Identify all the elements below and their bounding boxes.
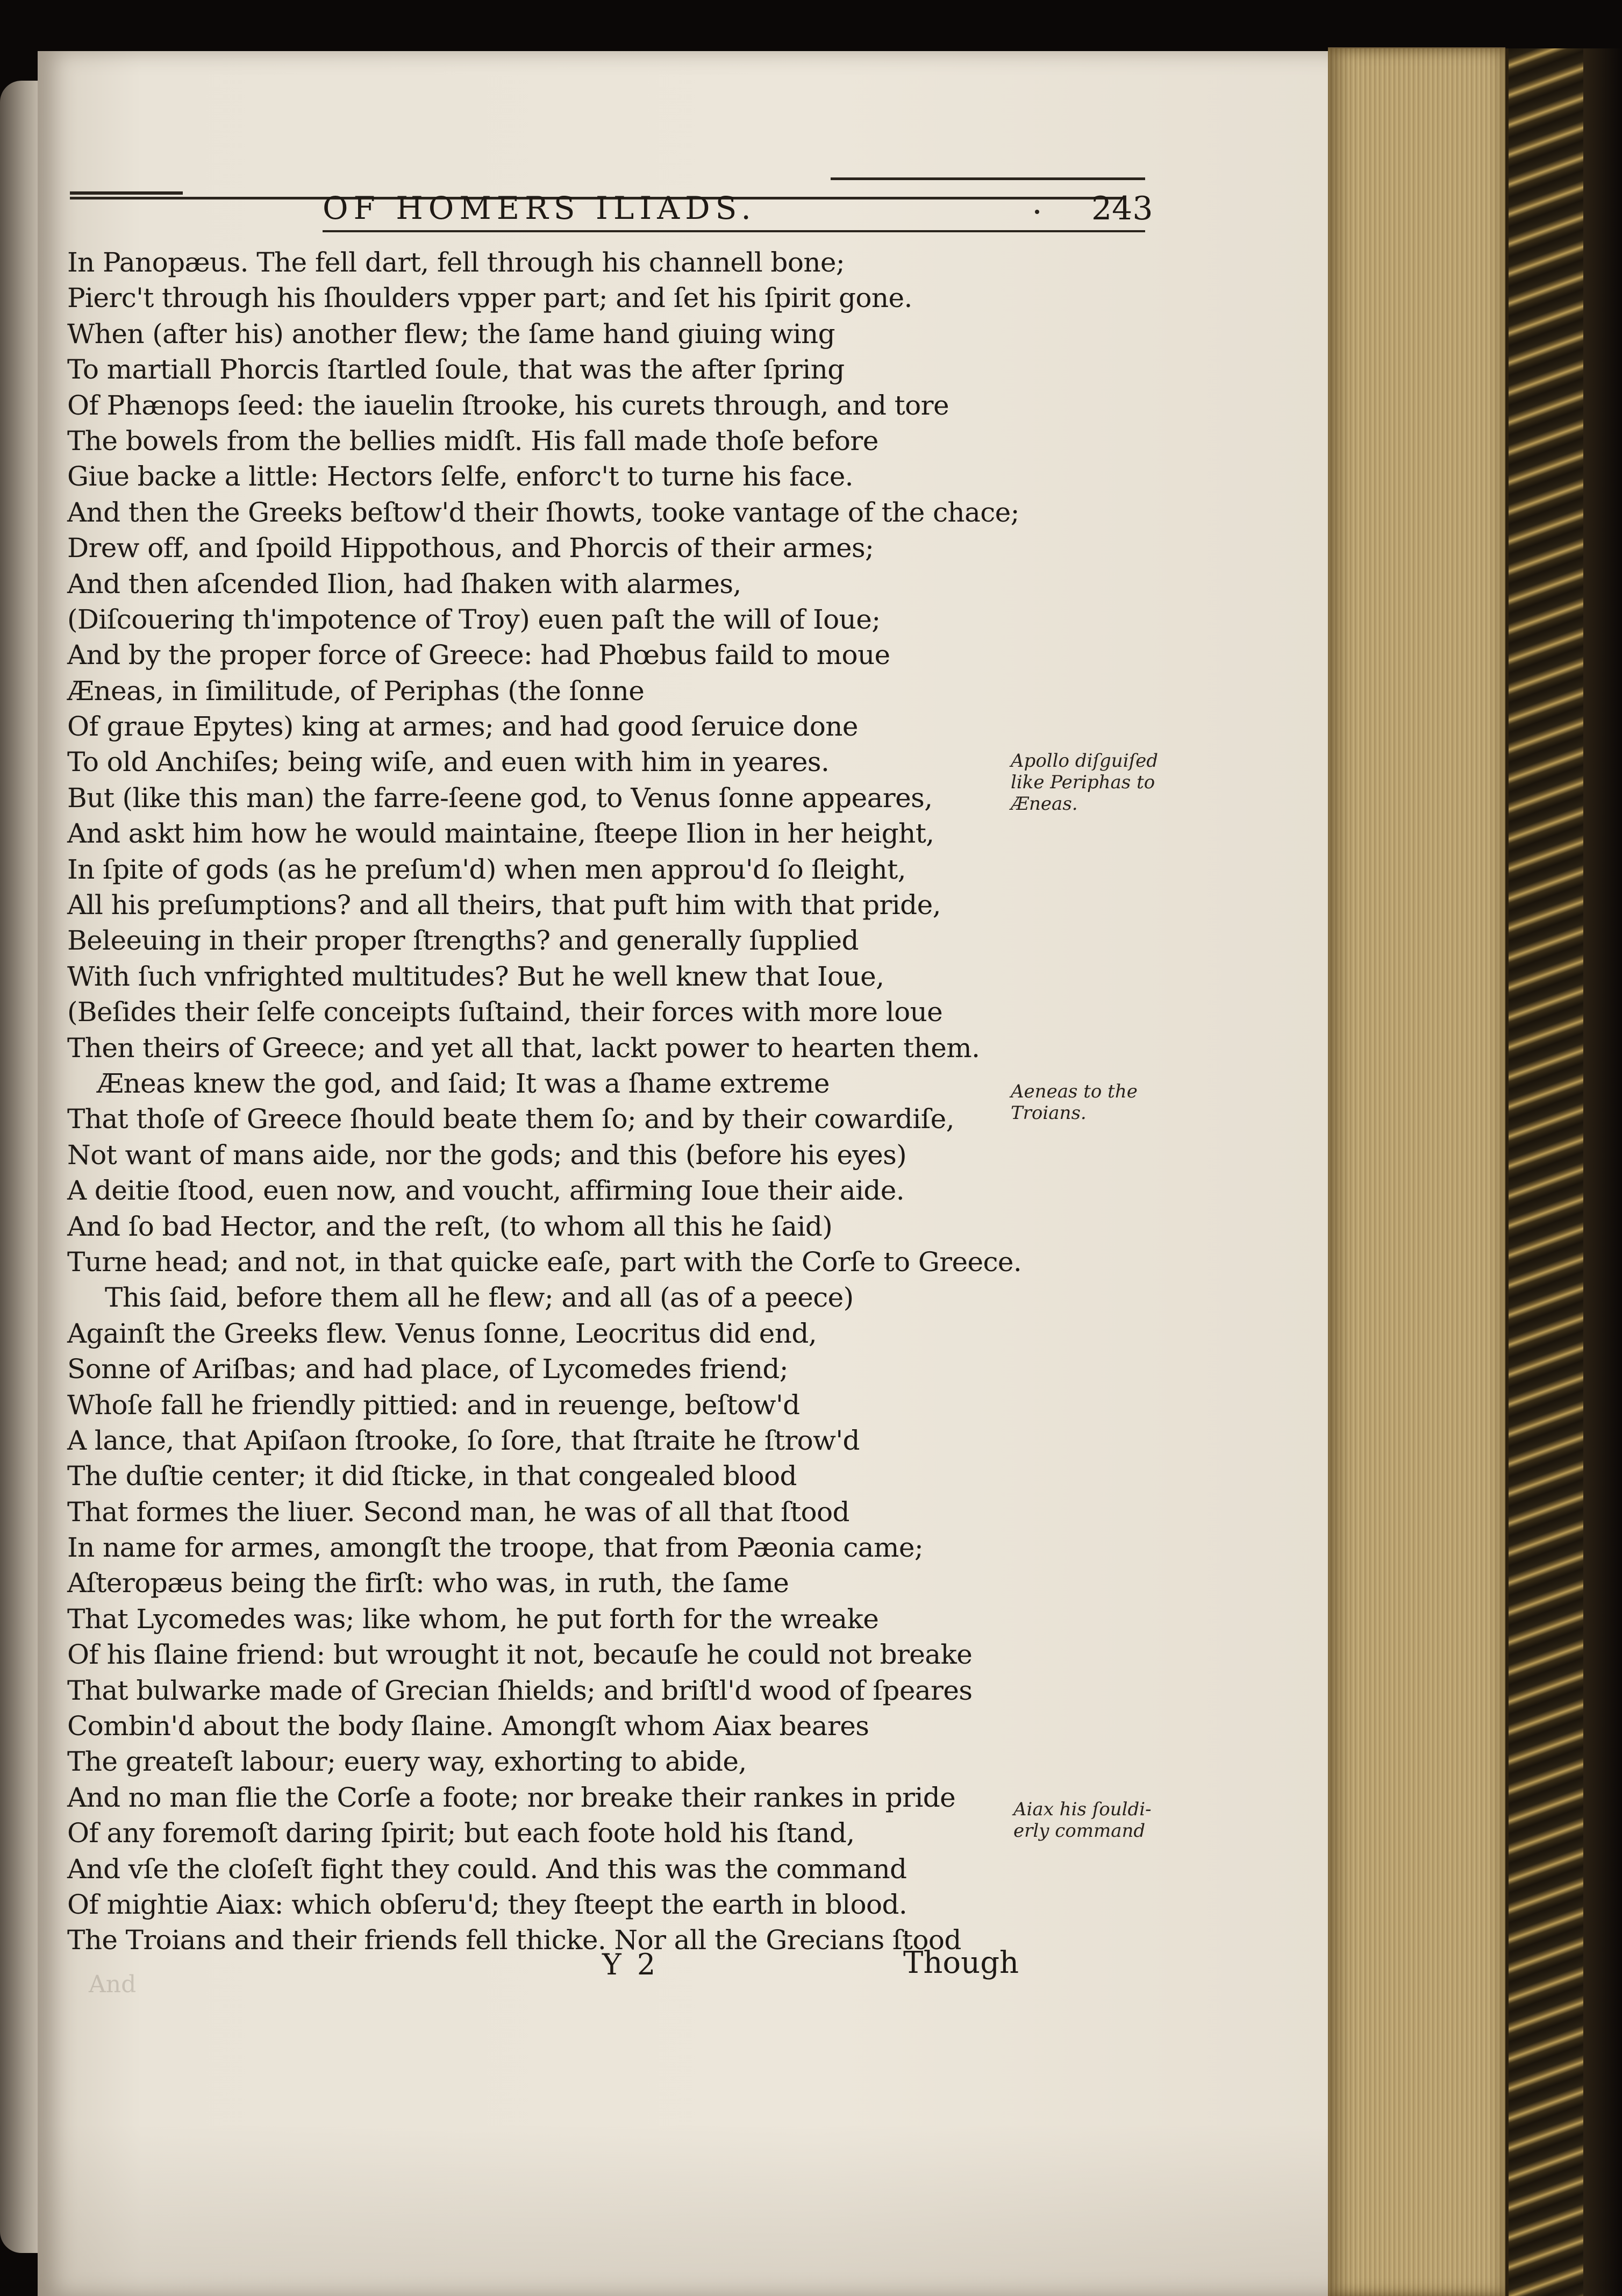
verse-line: The Troians and their friends fell thicke. Nor all the Grecians ſtood <box>67 1924 961 1956</box>
verse-line: In ſpite of gods (as he preſum'd) when men approu'd ſo ſleight, <box>67 853 906 885</box>
verse-line: A lance, that Apiſaon ſtrooke, ſo ſore, that ſtraite he ſtrow'd <box>67 1424 860 1456</box>
verse-line: Of mightie Aiax: which obſeru'd; they ſteept the earth in blood. <box>67 1888 908 1920</box>
verse-line: Of his ſlaine friend: but wrought it not, becauſe he could not breake <box>67 1639 973 1671</box>
verse-line: In Panopæus. The fell dart, fell through his channell bone; <box>67 247 845 278</box>
margin-note-line: Apollo diſguiſed <box>1011 750 1159 772</box>
verse-line: Æneas, in ſimilitude, of Periphas (the ſonne <box>67 675 645 707</box>
margin-note-line: Æneas. <box>1011 793 1078 815</box>
verse-line: Pierc't through his ſhoulders vpper part; and ſet his ſpirit gone. <box>67 282 912 314</box>
page-fore-edge <box>1328 48 1505 2296</box>
verse-line: And then aſcended Ilion, had ſhaken with alarmes, <box>67 568 741 600</box>
verse-line: That thoſe of Greece ſhould beate them ſo; and by their cowardiſe, <box>67 1103 954 1135</box>
verse-line: Turne head; and not, in that quicke eaſe, part with the Corſe to Greece. <box>67 1246 1022 1278</box>
verse-line: Not want of mans aide, nor the gods; and this (before his eyes) <box>67 1139 907 1171</box>
verse-line: Whoſe fall he friendly pittied: and in reuenge, beſtow'd <box>67 1389 800 1421</box>
verse-line: To old Anchiſes; being wiſe, and euen with him in yeares. <box>67 746 830 778</box>
verse-line: A deitie ſtood, euen now, and voucht, affirming Ioue their aide. <box>67 1175 905 1207</box>
header-rule-left <box>70 191 183 195</box>
verse-line: The greateſt labour; euery way, exhorting to abide, <box>67 1746 747 1778</box>
verse-line: In name for armes, amongſt the troope, that from Pæonia came; <box>67 1532 924 1564</box>
running-head: OF HOMERS ILIADS. <box>323 190 756 226</box>
header-rule-bottom <box>323 230 1145 232</box>
verse-line: Combin'd about the body ſlaine. Amongſt whom Aiax beares <box>67 1710 869 1742</box>
gilt-binding <box>1505 48 1587 2296</box>
verse-line: Then theirs of Greece; and yet all that, lackt power to hearten them. <box>67 1032 980 1064</box>
verse-line: That Lycomedes was; like whom, he put forth for the wreake <box>67 1603 879 1635</box>
verse-line: Sonne of Ariſbas; and had place, of Lycomedes friend; <box>67 1353 789 1385</box>
show-through-text: And <box>89 1971 137 1998</box>
verse-line: This ſaid, before them all he flew; and all (as of a peece) <box>105 1282 854 1314</box>
verse-line: (Beſides their ſelfe conceipts ſuſtaind, their forces with more loue <box>67 996 943 1028</box>
verse-line: When (after his) another flew; the ſame hand giuing wing <box>67 318 835 350</box>
verse-line: Of Phænops ſeed: the iauelin ſtrooke, his curets through, and tore <box>67 389 949 421</box>
verse-line: Of any foremoſt daring ſpirit; but each foote hold his ſtand, <box>67 1817 855 1849</box>
binding-edge <box>1583 48 1622 2296</box>
verse-text <box>67 245 1022 1958</box>
margin-note-line: Aiax his ſouldi- <box>1013 1799 1152 1820</box>
verse-line: Againſt the Greeks flew. Venus ſonne, Leocritus did end, <box>67 1317 817 1349</box>
catchword: Though <box>903 1945 1019 1980</box>
header-rule-right <box>831 177 1145 180</box>
margin-note-line: Aeneas to the <box>1011 1081 1138 1102</box>
verse-line: Drew off, and ſpoild Hippothous, and Phorcis of their armes; <box>67 532 874 564</box>
signature-mark: Y 2 <box>602 1948 659 1981</box>
verse-line: And by the proper force of Greece: had Phœbus faild to moue <box>67 639 890 671</box>
verse-line: Giue backe a little: Hectors ſelfe, enforc't to turne his face. <box>67 461 853 493</box>
verse-line: To martiall Phorcis ſtartled ſoule, that was the after ſpring <box>67 354 845 386</box>
verse-line: And ſo bad Hector, and the reſt, (to whom all this he ſaid) <box>67 1210 833 1242</box>
verse-line: That bulwarke made of Grecian ſhields; and briſtl'd wood of ſpeares <box>67 1674 973 1706</box>
verse-line: With ſuch vnfrighted multitudes? But he well knew that Ioue, <box>67 960 884 992</box>
verse-line: But (like this man) the farre-ſeene god, to Venus ſonne appeares, <box>67 782 933 814</box>
margin-note-line: Troians. <box>1011 1102 1087 1124</box>
verse-line: Beleeuing in their proper ſtrengths? and generally ſupplied <box>67 925 859 957</box>
header-ornament <box>1035 210 1039 214</box>
margin-note-line: like Periphas to <box>1011 772 1155 793</box>
verse-line: The duſtie center; it did ſticke, in that congealed blood <box>67 1460 797 1492</box>
margin-note-aiax <box>1013 1799 1180 1842</box>
verse-line: And vſe the cloſeſt fight they could. And this was the command <box>67 1853 907 1885</box>
verse-line: And no man flie the Corſe a foote; nor breake their rankes in pride <box>67 1781 956 1813</box>
page-number: 243 <box>1091 190 1153 227</box>
verse-line: All his preſumptions? and all theirs, that puft him with that pride, <box>67 889 941 921</box>
verse-line: Æneas knew the god, and ſaid; It was a ſhame extreme <box>97 1067 830 1099</box>
page-shadow <box>38 2124 1333 2296</box>
margin-note-line: erly command <box>1013 1820 1146 1842</box>
verse-line: Of graue Epytes) king at armes; and had good ſeruice done <box>67 711 858 743</box>
verse-line: And askt him how he would maintaine, ſteepe Ilion in her height, <box>67 818 934 850</box>
verse-line: That formes the liuer. Second man, he was of all that ſtood <box>67 1496 849 1528</box>
verse-line: And then the Greeks beſtow'd their ſhowts, tooke vantage of the chace; <box>67 496 1019 528</box>
verse-line: The bowels from the bellies midſt. His fall made thoſe before <box>67 425 878 457</box>
margin-note-aeneas <box>1011 1081 1177 1124</box>
verse-line: Aſteropæus being the firſt: who was, in ruth, the ſame <box>67 1567 789 1599</box>
margin-note-apollo <box>1011 750 1177 815</box>
verse-line: (Diſcouering th'impotence of Troy) euen paſt the will of Ioue; <box>67 603 881 635</box>
